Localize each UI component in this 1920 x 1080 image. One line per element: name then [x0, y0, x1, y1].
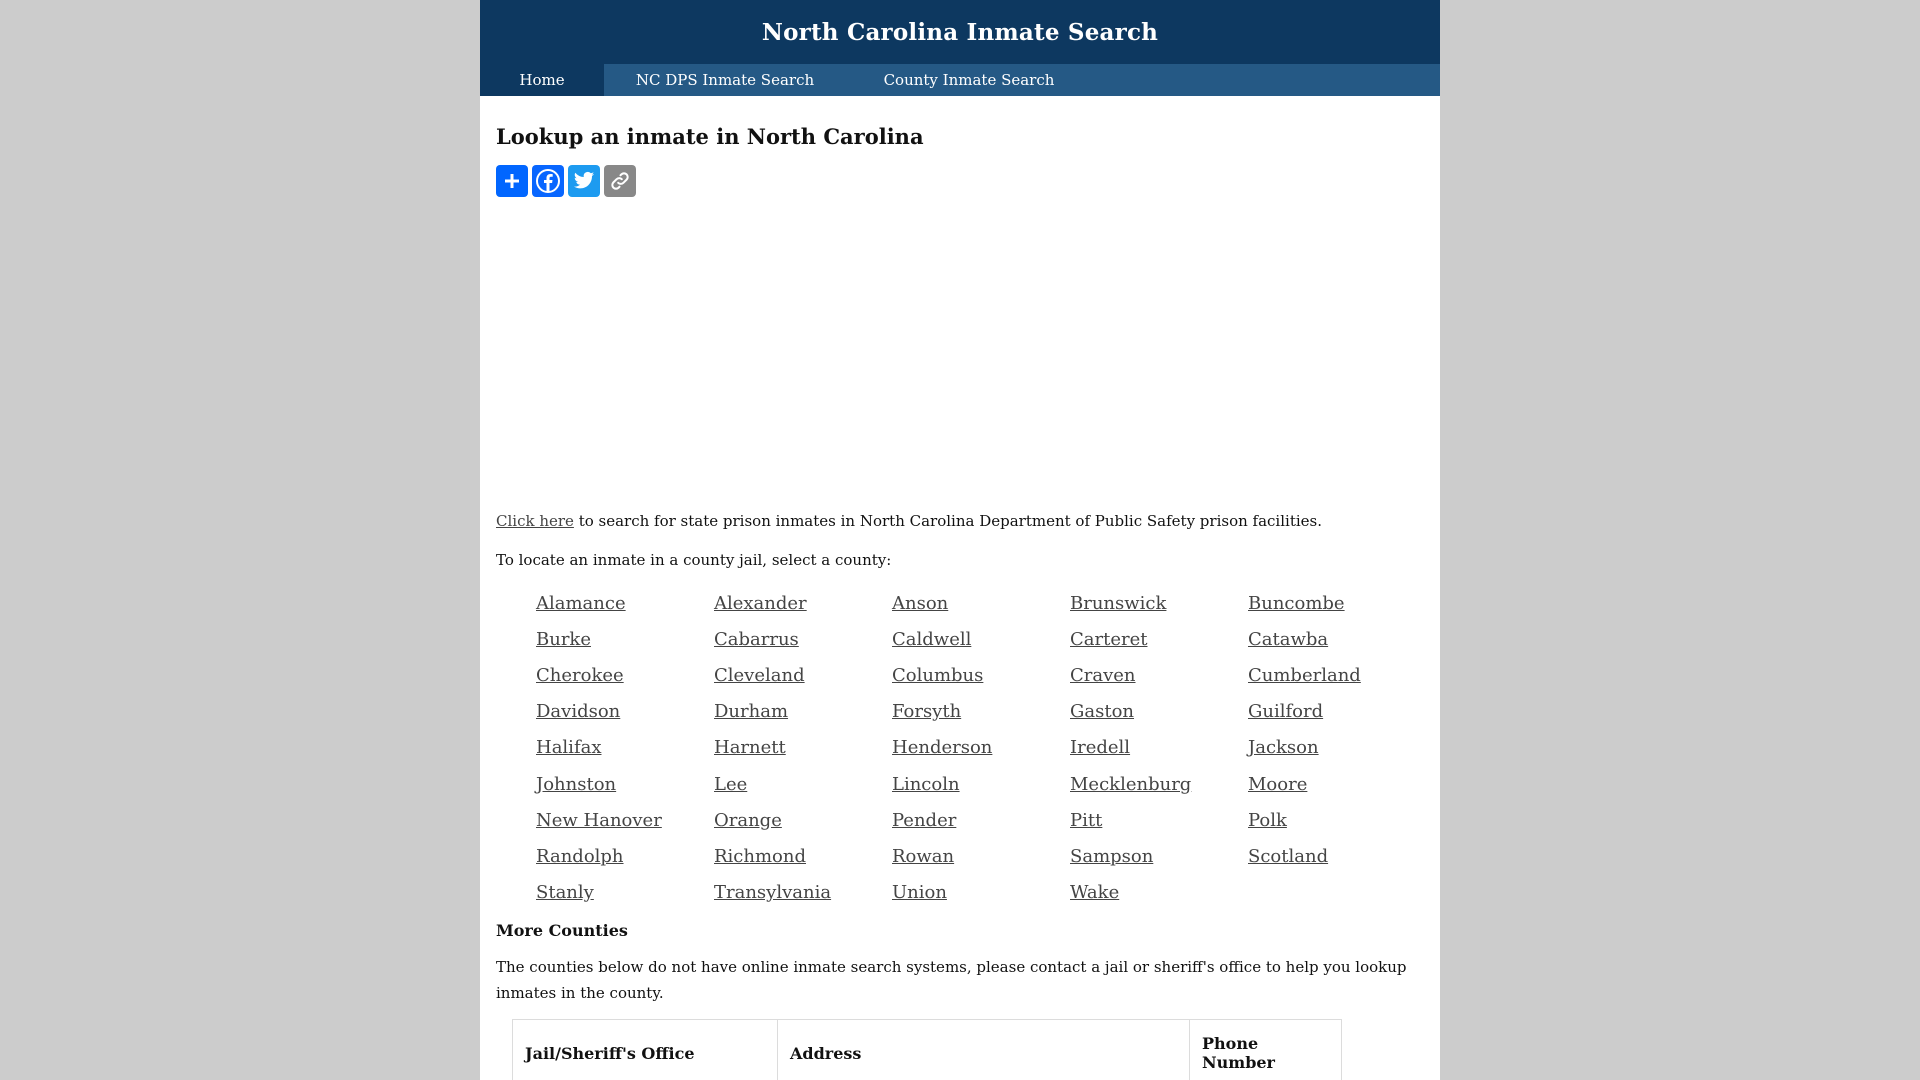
county-link[interactable]: Alamance [536, 592, 626, 614]
county-link[interactable]: Union [892, 882, 947, 904]
site-title: North Carolina Inmate Search [761, 18, 1159, 46]
table-header-jail: Jail/Sheriff's Office [513, 1020, 778, 1080]
county-link[interactable]: Guilford [1248, 701, 1324, 723]
more-counties-text: The counties below do not have online inmate search systems, please contact a jail or sheriff's office to help you lookup inmates in the county. [496, 958, 1407, 1003]
county-link[interactable]: Polk [1248, 809, 1287, 831]
county-link[interactable]: Stanly [536, 882, 594, 904]
county-link[interactable]: Moore [1248, 773, 1308, 795]
page-title: Lookup an inmate in North Carolina [496, 124, 924, 149]
county-link[interactable]: Pitt [1070, 809, 1103, 831]
county-link[interactable]: Forsyth [892, 701, 962, 723]
county-link[interactable]: Orange [714, 809, 782, 831]
county-link[interactable]: Brunswick [1070, 592, 1167, 614]
county-link[interactable]: Burke [536, 628, 591, 650]
county-link[interactable]: Johnston [536, 773, 617, 795]
more-counties-heading: More Counties [496, 921, 628, 941]
county-link[interactable]: Richmond [714, 846, 807, 867]
county-link[interactable]: Pender [892, 809, 957, 831]
state-search-text: to search for state prison inmates in North Carolina Department of Public Safety prison facilities. [573, 512, 1322, 531]
county-link[interactable]: Rowan [892, 846, 955, 867]
county-link[interactable]: Sampson [1070, 846, 1154, 867]
county-link[interactable]: Lincoln [892, 773, 960, 795]
jail-contact-table [512, 1019, 1342, 1080]
county-link[interactable]: Scotland [1248, 846, 1329, 867]
county-link[interactable]: Cabarrus [714, 628, 799, 650]
facebook-icon[interactable] [532, 165, 564, 197]
county-prompt: To locate an inmate in a county jail, select a county: [496, 550, 892, 569]
site-header [480, 0, 1440, 64]
county-link[interactable]: New Hanover [536, 809, 662, 831]
county-link[interactable]: Alexander [714, 592, 807, 614]
county-grid [536, 586, 1424, 912]
nav-nc-dps-inmate-search[interactable]: NC DPS Inmate Search [635, 71, 815, 89]
county-link[interactable]: Anson [892, 592, 949, 614]
county-link[interactable]: Cumberland [1248, 665, 1361, 687]
county-link[interactable]: Halifax [536, 737, 602, 759]
county-link[interactable]: Catawba [1248, 628, 1329, 650]
county-link[interactable]: Columbus [892, 665, 984, 687]
county-link[interactable]: Carteret [1070, 628, 1148, 650]
county-link[interactable]: Mecklenburg [1070, 773, 1192, 795]
county-link[interactable]: Transylvania [714, 882, 832, 904]
county-link[interactable]: Durham [714, 701, 789, 723]
county-link[interactable]: Henderson [892, 737, 993, 759]
county-link[interactable]: Cleveland [714, 665, 805, 687]
county-link[interactable]: Buncombe [1248, 592, 1345, 614]
state-search-paragraph [496, 511, 1424, 533]
state-search-link[interactable]: Click here [496, 512, 574, 531]
ad-space [496, 197, 1424, 511]
copy-link-icon[interactable] [604, 165, 636, 197]
main-nav [480, 64, 1440, 96]
page-container [480, 0, 1440, 1080]
county-link[interactable]: Lee [714, 773, 748, 795]
county-link[interactable]: Craven [1070, 665, 1136, 687]
table-header-address: Address [778, 1020, 1190, 1080]
share-bar [496, 165, 1424, 197]
nav-home[interactable]: Home [480, 64, 604, 96]
twitter-icon[interactable] [568, 165, 600, 197]
nav-county-inmate-search[interactable]: County Inmate Search [883, 71, 1055, 89]
county-link[interactable]: Gaston [1070, 701, 1135, 723]
county-link[interactable]: Caldwell [892, 628, 972, 650]
county-link[interactable]: Wake [1070, 882, 1120, 904]
table-header-phone: Phone Number [1190, 1020, 1342, 1080]
county-link[interactable]: Iredell [1070, 737, 1131, 759]
county-link[interactable]: Cherokee [536, 665, 624, 687]
table-header-row [513, 1020, 1342, 1080]
add-share-icon[interactable] [496, 165, 528, 197]
main-content [480, 124, 1440, 1080]
county-link[interactable]: Harnett [714, 737, 786, 759]
county-link[interactable]: Jackson [1248, 737, 1319, 759]
county-link[interactable]: Randolph [536, 846, 624, 867]
county-link[interactable]: Davidson [536, 701, 621, 723]
